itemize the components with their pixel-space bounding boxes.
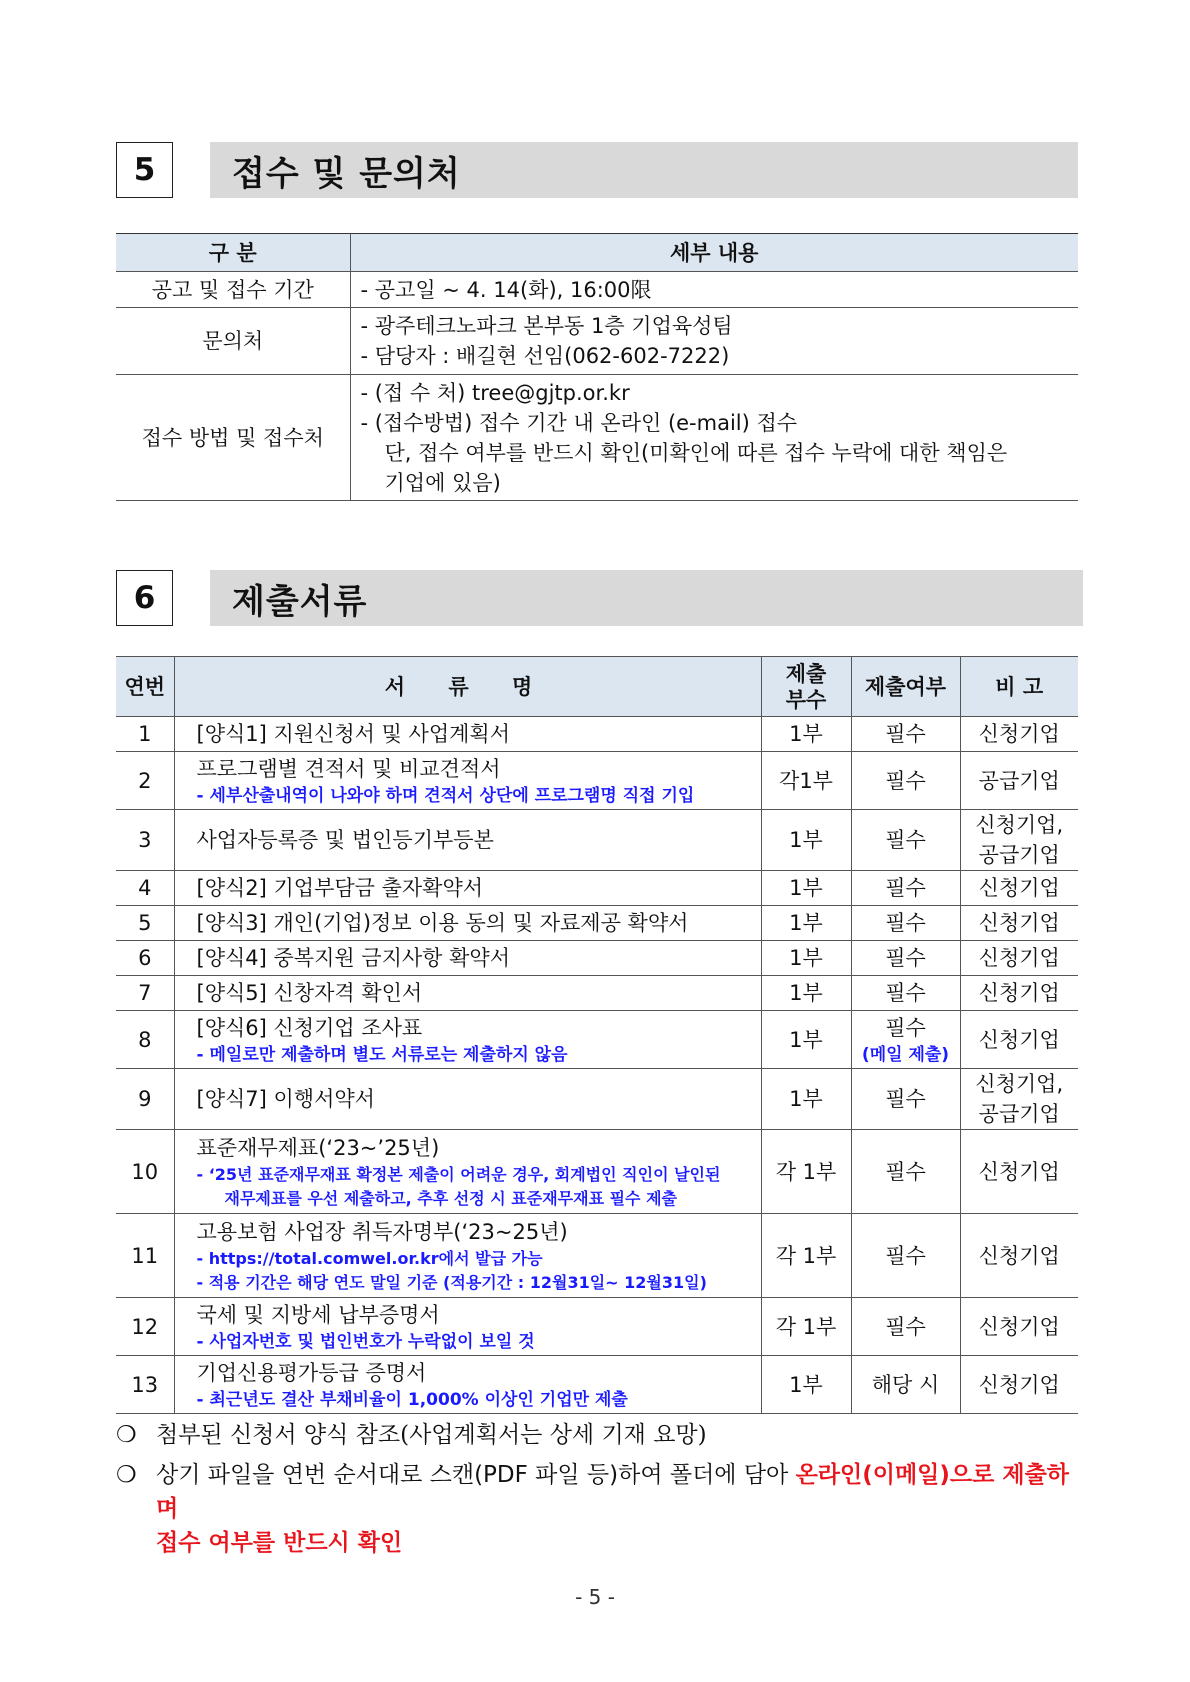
- table-row: [116, 1298, 1078, 1356]
- row-detail: [350, 308, 1078, 375]
- row-no: 1: [116, 717, 174, 752]
- row-note: 신청기업: [960, 1011, 1078, 1069]
- table-row: [116, 976, 1078, 1011]
- row-no: 8: [116, 1011, 174, 1069]
- row-name: [양식5] 신창자격 확인서: [174, 976, 761, 1011]
- header-no: 연번: [116, 657, 174, 717]
- row-required: [851, 1011, 960, 1069]
- doc-sub-note: - 메일로만 제출하며 별도 서류로는 제출하지 않음: [196, 1044, 568, 1065]
- table-row: [116, 752, 1078, 810]
- row-no: 13: [116, 1356, 174, 1414]
- table-row: [116, 871, 1078, 906]
- row-name: [174, 752, 761, 810]
- row-required: 필수: [851, 941, 960, 976]
- row-no: 3: [116, 810, 174, 871]
- row-copies: 1부: [761, 717, 851, 752]
- row-name: [양식7] 이행서약서: [174, 1069, 761, 1130]
- table-row: [116, 375, 1078, 501]
- doc-sub-note: - 사업자번호 및 법인번호가 누락없이 보일 것: [196, 1331, 535, 1352]
- row-name: [174, 1214, 761, 1298]
- row-no: 12: [116, 1298, 174, 1356]
- row-copies: 1부: [761, 1356, 851, 1414]
- header-category: 구 분: [116, 234, 350, 272]
- detail-line: 단, 접수 여부를 반드시 확인(미확인에 따른 접수 누락에 대한 책임은: [384, 440, 1008, 465]
- row-copies: 1부: [761, 1069, 851, 1130]
- note-text: 첨부된 신청서 양식 참조(사업계획서는 상세 기재 요망): [156, 1422, 707, 1448]
- section-6-title: 제출서류: [210, 570, 1083, 626]
- row-required: 필수: [851, 976, 960, 1011]
- doc-title: 고용보험 사업장 취득자명부(‘23~25년): [196, 1219, 568, 1244]
- header-required: 제출여부: [851, 657, 960, 717]
- row-name: [174, 1298, 761, 1356]
- header-copies: [761, 657, 851, 717]
- note-emphasis: 접수 여부를 반드시 확인: [156, 1530, 403, 1556]
- row-no: 7: [116, 976, 174, 1011]
- table-row: [116, 1356, 1078, 1414]
- circle-bullet-icon: ❍: [116, 1422, 137, 1448]
- row-copies: 각 1부: [761, 1298, 851, 1356]
- table-row: [116, 1069, 1078, 1130]
- table-row: [116, 308, 1078, 375]
- row-note: [960, 1069, 1078, 1130]
- header-note: 비 고: [960, 657, 1078, 717]
- row-note: 신청기업: [960, 717, 1078, 752]
- contact-table: [116, 233, 1078, 501]
- row-note: 신청기업: [960, 1214, 1078, 1298]
- row-copies: 각 1부: [761, 1130, 851, 1214]
- row-copies: 1부: [761, 976, 851, 1011]
- note-text: 상기 파일을 연번 순서대로 스캔(PDF 파일 등)하여 폴더에 담아: [156, 1462, 796, 1488]
- row-name: [174, 1011, 761, 1069]
- documents-table: [116, 656, 1078, 1414]
- row-copies: 1부: [761, 906, 851, 941]
- row-no: 5: [116, 906, 174, 941]
- detail-line: - (접수방법) 접수 기간 내 온라인 (e-mail) 접수: [360, 410, 798, 435]
- doc-title: [양식6] 신청기업 조사표: [196, 1015, 423, 1040]
- row-label: 문의처: [116, 308, 350, 375]
- notes: [116, 1418, 1091, 1566]
- page-number: - 5 -: [575, 1585, 615, 1609]
- doc-sub-note: - 최근년도 결산 부채비율이 1,000% 이상인 기업만 제출: [196, 1389, 628, 1410]
- table-header-row: [116, 657, 1078, 717]
- row-note: [960, 810, 1078, 871]
- row-name: 사업자등록증 및 법인등기부등본: [174, 810, 761, 871]
- note-submission: [116, 1458, 1091, 1560]
- table-row: [116, 1130, 1078, 1214]
- row-note: 신청기업: [960, 871, 1078, 906]
- row-copies: 1부: [761, 1011, 851, 1069]
- note-line: 신청기업,: [975, 813, 1064, 837]
- section-5-number: 5: [116, 142, 173, 198]
- row-note: 신청기업: [960, 941, 1078, 976]
- doc-sub-note: - ‘25년 표준재무재표 확정본 제출이 어려운 경우, 회계법인 직인이 날인된: [196, 1164, 721, 1184]
- row-note: 신청기업: [960, 1298, 1078, 1356]
- row-no: 2: [116, 752, 174, 810]
- row-copies: 각 1부: [761, 1214, 851, 1298]
- table-row: [116, 941, 1078, 976]
- row-required: 필수: [851, 752, 960, 810]
- doc-sub-note: - https://total.comwel.or.kr에서 발급 가능: [196, 1248, 543, 1268]
- row-note: 신청기업: [960, 976, 1078, 1011]
- row-required: 필수: [851, 906, 960, 941]
- row-required: 필수: [851, 1214, 960, 1298]
- row-no: 10: [116, 1130, 174, 1214]
- row-copies: 1부: [761, 941, 851, 976]
- table-row: [116, 272, 1078, 308]
- row-no: 6: [116, 941, 174, 976]
- doc-sub-note: - 적용 기간은 해당 연도 말일 기준 (적용기간 : 12월31일~ 12월31일): [196, 1272, 707, 1292]
- row-no: 4: [116, 871, 174, 906]
- row-note: 신청기업: [960, 1130, 1078, 1214]
- doc-title: 기업신용평가등급 증명서: [196, 1360, 427, 1385]
- table-row: [116, 1214, 1078, 1298]
- detail-line: - (접 수 처) tree@gjtp.or.kr: [360, 380, 630, 405]
- row-name: [양식3] 개인(기업)정보 이용 동의 및 자료제공 확약서: [174, 906, 761, 941]
- row-required: 필수: [851, 717, 960, 752]
- note-emphasis: 온라인(이메일)으로 제출하며: [156, 1462, 1070, 1522]
- row-name: [양식1] 지원신청서 및 사업계획서: [174, 717, 761, 752]
- table-row: [116, 717, 1078, 752]
- detail-line: 기업에 있음): [384, 470, 501, 495]
- header-name: 서 류 명: [174, 657, 761, 717]
- table-header-row: [116, 234, 1078, 272]
- row-required: 필수: [851, 871, 960, 906]
- row-label: 공고 및 접수 기간: [116, 272, 350, 308]
- row-name: [양식4] 중복지원 금지사항 확약서: [174, 941, 761, 976]
- row-required: 필수: [851, 1069, 960, 1130]
- row-note: 신청기업: [960, 906, 1078, 941]
- header-detail: 세부 내용: [350, 234, 1078, 272]
- header-copies-line: 제출: [785, 661, 827, 686]
- section-6-number: 6: [116, 570, 173, 626]
- doc-sub-note: - 세부산출내역이 나와야 하며 견적서 상단에 프로그램명 직접 기입: [196, 785, 695, 806]
- doc-title: 프로그램별 견적서 및 비교견적서: [196, 756, 501, 781]
- row-detail: [350, 272, 1078, 308]
- row-copies: 각1부: [761, 752, 851, 810]
- row-required: 필수: [851, 1298, 960, 1356]
- doc-sub-note: 재무제표를 우선 제출하고, 추후 선정 시 표준재무재표 필수 제출: [224, 1188, 677, 1208]
- required-sub-note: (메일 제출): [861, 1044, 950, 1065]
- table-row: [116, 810, 1078, 871]
- row-name: [174, 1356, 761, 1414]
- row-note: 신청기업: [960, 1356, 1078, 1414]
- header-copies-line: 부수: [785, 687, 827, 712]
- row-required: 해당 시: [851, 1356, 960, 1414]
- note-attachments: [116, 1418, 1091, 1452]
- row-copies: 1부: [761, 871, 851, 906]
- detail-line: - 담당자 : 배길현 선임(062-602-7222): [360, 344, 730, 368]
- section-5-title: 접수 및 문의처: [210, 142, 1078, 198]
- row-name: [양식2] 기업부담금 출자확약서: [174, 871, 761, 906]
- circle-bullet-icon: ❍: [116, 1462, 137, 1488]
- required-line: 필수: [885, 1015, 926, 1040]
- doc-title: 표준재무제표(‘23~’25년): [196, 1135, 440, 1160]
- note-line: 신청기업,: [975, 1072, 1064, 1096]
- detail-line: - 광주테크노파크 본부동 1층 기업육성팀: [360, 314, 733, 338]
- row-label: 접수 방법 및 접수처: [116, 375, 350, 501]
- doc-title: 국세 및 지방세 납부증명서: [196, 1302, 440, 1327]
- row-required: 필수: [851, 1130, 960, 1214]
- note-line: 공급기업: [978, 1102, 1060, 1126]
- row-no: 9: [116, 1069, 174, 1130]
- table-row: [116, 906, 1078, 941]
- note-line: 공급기업: [978, 843, 1060, 867]
- row-required: 필수: [851, 810, 960, 871]
- row-name: [174, 1130, 761, 1214]
- row-detail: [350, 375, 1078, 501]
- row-no: 11: [116, 1214, 174, 1298]
- table-row: [116, 1011, 1078, 1069]
- row-copies: 1부: [761, 810, 851, 871]
- detail-line: - 공고일 ~ 4. 14(화), 16:00限: [360, 277, 652, 302]
- row-note: 공급기업: [960, 752, 1078, 810]
